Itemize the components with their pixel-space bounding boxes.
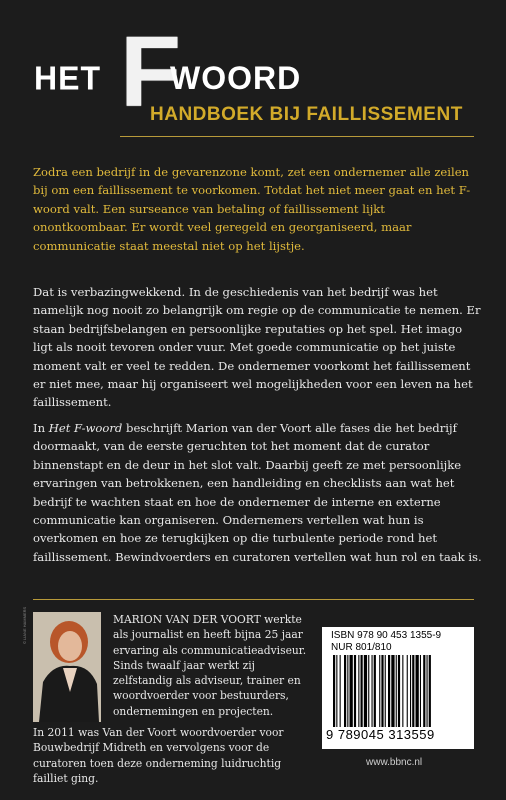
barcode-bar (336, 655, 337, 727)
barcode-bar (361, 655, 363, 727)
intro-paragraph: Zodra een bedrijf in de gevarenzone komt, zet een ondernemer alle zeilen bij om een faillissement te voorkomen. Totdat het niet meer gaat en het F-woord valt. Een surseance van betaling of faillissement lijkt onontkoombaar. Er wordt veel geregeld en georganiseerd, maar communicatie staat meestal niet op het lijstje. (33, 165, 471, 253)
isbn-barcode (322, 627, 474, 749)
author-bio-body: werkte als journalist en heeft bijna 25 jaar ervaring als communicatieadviseur. Sinds twaalf jaar werkt zij zelfstandig als adviseur, trainer en woordvoerder voor bestuurders, ondernemingen en projecten. (113, 613, 307, 718)
barcode-bars (331, 655, 465, 727)
nur-label: NUR 801/810 (331, 642, 392, 653)
barcode-bar (398, 655, 400, 727)
body-text: beschrijft Marion van der Voort alle fases die het bedrijf doormaakt, van de eerste geruchten tot het moment dat de curator binnenstapt en de deur in het slot valt. Daarbij geeft ze met persoonlijke ervaringen van betrokkenen, een handleiding en checklists aan wat het bedrijf te wachten staat en hoe de ondernemer de interne en externe communicatie kan organiseren. Ondernemers vertellen wat hun is overkomen en hoe ze terugkijken op die turbulente periode rond het faillissement. Bewindvoerders en curatoren vertellen wat hun rol en taak is. (33, 421, 482, 564)
barcode-bar (391, 655, 394, 727)
title-f-logo: F (120, 16, 182, 128)
barcode-bar (364, 655, 367, 727)
photo-credit: © LIANE HAMMERS (22, 606, 27, 644)
barcode-bar (381, 655, 383, 727)
author-bio (22, 606, 311, 785)
isbn-label: ISBN 978 90 453 1355-9 (331, 630, 442, 641)
barcode-bar (402, 655, 403, 727)
book-subtitle: HANDBOEK BIJ FAILLISSEMENT (150, 104, 463, 125)
author-photo (22, 606, 101, 722)
barcode-bar (410, 655, 411, 727)
barcode-bar (340, 655, 341, 727)
barcode-bar (368, 655, 369, 727)
barcode-bar (333, 655, 335, 727)
barcode-bar (396, 655, 397, 727)
barcode-bar (350, 655, 353, 727)
title-het: HET (34, 59, 101, 97)
barcode-bar (379, 655, 380, 727)
barcode-bar (344, 655, 346, 727)
barcode-bar (420, 655, 421, 727)
barcode-bar (354, 655, 356, 727)
body-paragraph-2 (33, 419, 483, 566)
book-title-italic: Het F-woord (48, 421, 123, 435)
title-divider (120, 136, 474, 137)
author-name: MARION VAN DER VOORT (113, 613, 261, 626)
barcode-bar (372, 655, 373, 727)
barcode-bar (412, 655, 414, 727)
publisher-website: www.bbnc.nl (366, 757, 423, 768)
author-bio-continued: In 2011 was Van der Voort woordvoerder voor Bouwbedrijf Midreth en vervolgens voor de curatoren toen deze onderneming luidruchtig failliet ging. (33, 726, 284, 785)
title-woord: WOORD (170, 60, 302, 96)
book-title (30, 16, 480, 132)
barcode-bar (427, 655, 428, 727)
barcode-bar (407, 655, 408, 727)
barcode-bar (374, 655, 376, 727)
barcode-bar (429, 655, 431, 727)
barcode-digits: 9 789045 313559 (326, 727, 435, 742)
barcode-bar (423, 655, 425, 727)
section-divider (33, 599, 474, 600)
body-paragraph-1: Dat is verbazingwekkend. In de geschiedenis van het bedrijf was het namelijk nog nooit zo belangrijk om regie op de communicatie te nemen. Er staan bedrijfsbelangen en persoonlijke reputaties op het spel. Het imago ligt als nooit tevoren onder vuur. Met goede communicatie op het juiste moment valt er veel te redden. De ondernemer voorkomt het faillissement er niet mee, maar hij organiseert wel mogelijkheden voor een leven na het faillissement. (33, 285, 481, 410)
barcode-bar (388, 655, 390, 727)
author-portrait (33, 612, 101, 722)
author-bio-text (113, 612, 313, 719)
barcode-bar (416, 655, 419, 727)
barcode-bar (358, 655, 359, 727)
barcode-bar (347, 655, 348, 727)
body-prefix: In (33, 421, 49, 435)
barcode-bar (385, 655, 386, 727)
